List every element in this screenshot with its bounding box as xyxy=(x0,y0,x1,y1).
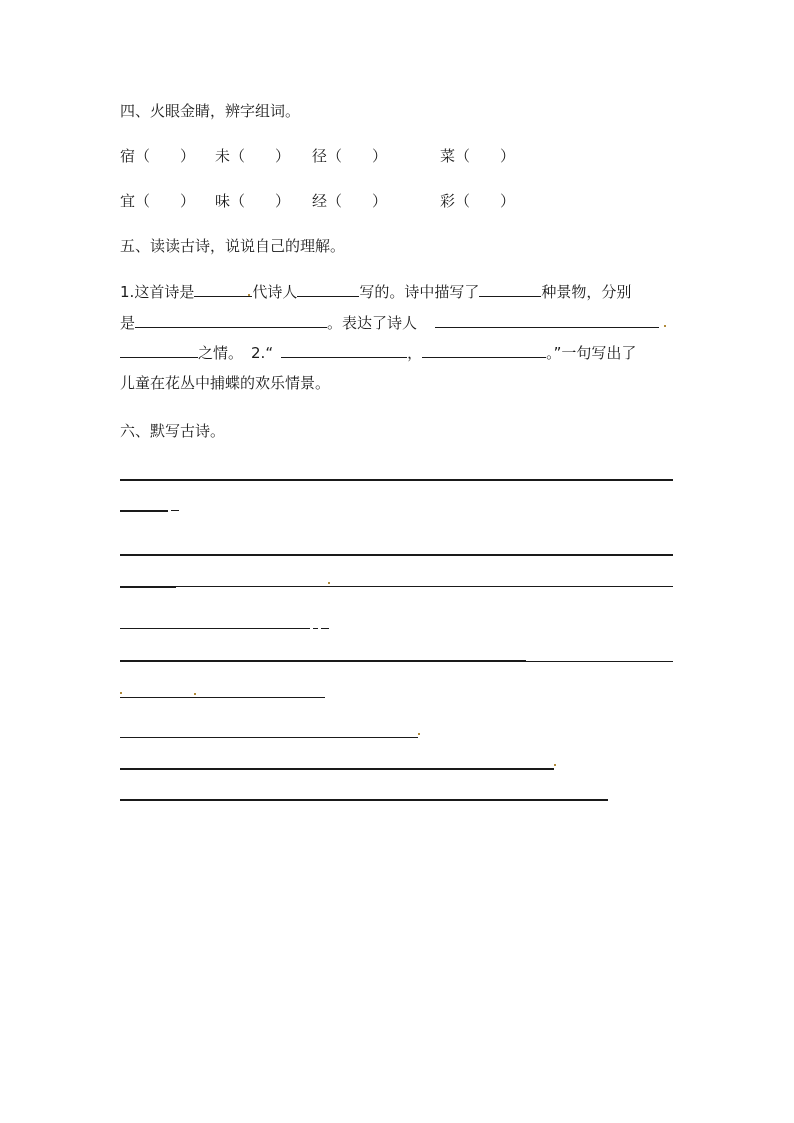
word-item: 宜（ ） xyxy=(120,192,196,210)
writing-line[interactable] xyxy=(171,510,179,511)
question-text: 种景物，分别 xyxy=(541,283,632,301)
writing-line[interactable] xyxy=(321,628,329,629)
writing-line[interactable] xyxy=(120,628,310,629)
writing-line[interactable] xyxy=(120,586,176,588)
writing-line[interactable] xyxy=(120,554,673,556)
word-item: 彩（ ） xyxy=(440,192,516,210)
answer-blank[interactable] xyxy=(194,282,240,297)
answer-blank[interactable] xyxy=(422,343,546,358)
answer-blank[interactable] xyxy=(120,343,198,358)
writing-line[interactable] xyxy=(120,737,418,738)
writing-line[interactable] xyxy=(120,697,325,698)
word-item: 宿（ ） xyxy=(120,147,196,165)
section-4-title: 四、火眼金睛，辨字组词。 xyxy=(120,102,301,120)
question-text: 。”一句写出了 xyxy=(546,344,637,362)
word-item: 经（ ） xyxy=(312,192,388,210)
answer-blank[interactable] xyxy=(281,343,407,358)
answer-blank[interactable] xyxy=(240,282,252,297)
writing-line[interactable] xyxy=(120,799,608,801)
word-item: 菜（ ） xyxy=(440,147,516,165)
section-6-title: 六、默写古诗。 xyxy=(120,422,226,440)
question-text: 写的。诗中描写了 xyxy=(359,283,480,301)
word-item: 径（ ） xyxy=(312,147,388,165)
question-1-2-line xyxy=(120,343,636,363)
word-item: 味（ ） xyxy=(215,192,291,210)
answer-blank[interactable] xyxy=(297,282,359,297)
question-text: ， xyxy=(407,344,423,362)
question-text: 。表达了诗人 xyxy=(327,314,418,332)
question-1-line-1 xyxy=(120,282,631,302)
answer-blank[interactable] xyxy=(435,313,659,328)
writing-line[interactable] xyxy=(120,768,554,770)
question-number: 1. xyxy=(120,283,135,301)
question-1-line-2 xyxy=(120,313,659,333)
question-text: 代诗人 xyxy=(252,283,298,301)
question-text: 是 xyxy=(120,314,136,332)
answer-blank[interactable] xyxy=(479,282,541,297)
writing-line[interactable] xyxy=(526,661,673,662)
writing-line[interactable] xyxy=(120,660,526,662)
answer-blank[interactable] xyxy=(135,313,327,328)
word-item: 未（ ） xyxy=(215,147,291,165)
section-5-title: 五、读读古诗，说说自己的理解。 xyxy=(120,237,346,255)
question-2-line-2: 儿童在花丛中捕蝶的欢乐情景。 xyxy=(120,374,331,392)
question-text: 之情。 xyxy=(198,344,244,362)
writing-line[interactable] xyxy=(313,628,318,629)
writing-line[interactable] xyxy=(120,479,673,481)
writing-line[interactable] xyxy=(176,586,673,587)
question-text: 这首诗是 xyxy=(134,283,195,301)
question-number: 2.“ xyxy=(251,344,274,362)
writing-line[interactable] xyxy=(120,510,168,512)
